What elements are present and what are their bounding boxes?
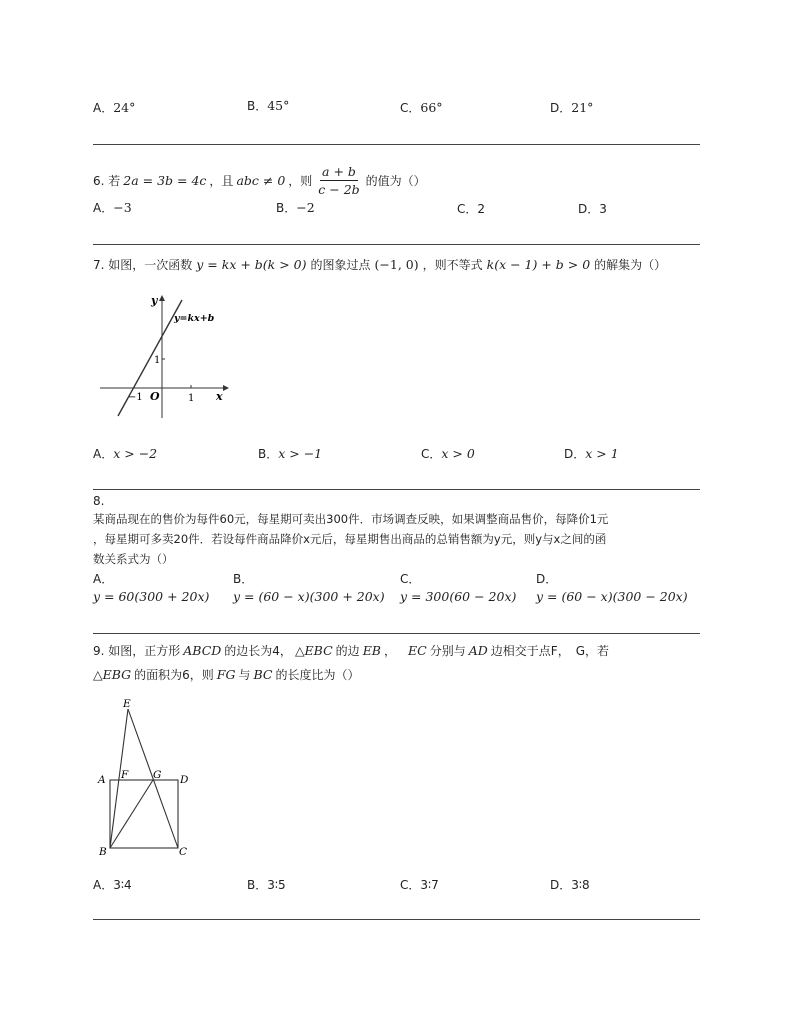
q9-text: 边相交于点F，: [490, 644, 570, 658]
q6-text: ，且: [209, 173, 234, 188]
q9-text: 9. 如图，正方形: [93, 644, 181, 658]
line-label: y=kx+b: [174, 313, 215, 324]
q9-text: G，若: [575, 644, 610, 658]
q9-text: 分别与: [429, 644, 466, 658]
q5-option-b: [247, 97, 289, 114]
q8-number: 8.: [93, 494, 105, 508]
q8-stem-line2: ，每星期可多卖20件．若设每件商品降价x元后，每星期售出商品的总销售额为y元，则y与x之间的函: [93, 532, 607, 546]
q9-stem-line1: [93, 642, 609, 659]
q9-text: 的长度比为（）: [275, 668, 360, 682]
q9-option-b: [247, 876, 286, 893]
q9-text: 的边长为4，: [224, 644, 292, 658]
divider: [93, 489, 700, 490]
option-value: 66°: [420, 100, 443, 115]
square-abcd: [110, 780, 178, 848]
q6-equation: 2a = 3b = 4c: [123, 172, 207, 188]
option-letter: D．: [550, 878, 572, 892]
label-b: B: [99, 846, 107, 858]
option-letter: D．: [550, 101, 572, 115]
fraction-numerator: a + b: [322, 163, 356, 179]
q9-math: ABCD: [183, 643, 222, 658]
option-value: 3∶4: [113, 878, 132, 892]
q7-option-a: [93, 445, 157, 462]
option-value: x > 0: [441, 446, 475, 461]
option-letter: B．: [276, 201, 297, 215]
option-letter: A．: [93, 878, 114, 892]
option-value: y = (60 − x)(300 + 20x): [233, 589, 385, 604]
label-g: G: [153, 769, 162, 781]
q6-option-a: [93, 199, 132, 216]
option-value: 3∶8: [571, 878, 590, 892]
option-letter: B．: [247, 99, 268, 113]
q7-inequality: k(x − 1) + b > 0: [486, 257, 591, 272]
tick-label-neg1: −1: [128, 392, 143, 403]
q7-option-d: [564, 445, 619, 462]
q5-option-d: [550, 99, 593, 116]
y-axis-label: y: [151, 294, 158, 307]
option-value: 21°: [571, 100, 594, 115]
label-c: C: [179, 846, 188, 858]
option-letter: B．: [233, 572, 254, 586]
divider: [93, 244, 700, 245]
q6-stem: [93, 150, 426, 210]
q9-text: 的面积为6，则: [134, 668, 214, 682]
origin-label: O: [150, 390, 160, 403]
q8-option-b: [233, 570, 385, 604]
q8-stem-line1: 某商品现在的售价为每件60元，每星期可卖出300件．市场调查反映，如果调整商品售价，每降价1元: [93, 512, 609, 526]
q7-graph: [98, 290, 233, 420]
option-letter: A．: [93, 201, 114, 215]
q9-text: 的边: [335, 644, 360, 658]
option-value: 24°: [113, 100, 136, 115]
q8-option-c: [400, 570, 516, 604]
q9-math: AD: [468, 643, 488, 658]
label-a: A: [98, 774, 106, 786]
q6-fraction: [316, 164, 361, 197]
q9-math: EC: [408, 643, 427, 658]
q7-stem: [93, 256, 666, 273]
option-letter: D．: [536, 572, 558, 586]
option-value: x > 1: [585, 446, 619, 461]
tick-label-y1: 1: [154, 355, 161, 366]
segment-bg: [110, 780, 153, 848]
q6-suffix: 的值为（）: [365, 173, 426, 188]
option-value: −2: [296, 200, 315, 215]
option-value: −3: [113, 200, 132, 215]
tick-label-x1: 1: [188, 393, 195, 404]
option-value: 3∶5: [267, 878, 286, 892]
option-value: y = 60(300 + 20x): [93, 589, 210, 604]
option-letter: C．: [457, 202, 478, 216]
option-letter: B．: [247, 878, 268, 892]
label-f: F: [121, 769, 129, 781]
divider: [93, 919, 700, 920]
divider: [93, 144, 700, 145]
q9-text: 与: [238, 668, 251, 682]
option-value: y = (60 − x)(300 − 20x): [536, 589, 688, 604]
q9-math: BC: [253, 667, 273, 682]
option-letter: A．: [93, 101, 114, 115]
label-e: E: [123, 698, 131, 710]
q9-math: EB: [362, 643, 381, 658]
q6-option-d: [578, 200, 607, 217]
q6-condition: abc ≠ 0: [236, 172, 286, 188]
q9-option-c: [400, 876, 439, 893]
option-value: 3: [599, 202, 607, 216]
q6-option-c: [457, 200, 485, 217]
q7-text: ，则不等式: [422, 258, 483, 272]
q6-option-b: [276, 199, 315, 216]
option-value: x > −1: [278, 446, 323, 461]
q9-stem-line2: [93, 666, 359, 683]
q8-option-d: [536, 570, 688, 604]
q9-math: △EBC: [294, 643, 333, 658]
q7-option-b: [258, 445, 322, 462]
option-letter: D．: [564, 447, 586, 461]
q6-prefix: 6. 若: [93, 173, 121, 188]
option-value: x > −2: [113, 446, 158, 461]
q9-math: △EBG: [93, 667, 132, 682]
option-value: y = 300(60 − 20x): [400, 589, 517, 604]
q9-math: FG: [216, 667, 236, 682]
q7-function: y = kx + b(k > 0): [196, 257, 307, 272]
option-letter: A．: [93, 447, 114, 461]
option-letter: B．: [258, 447, 279, 461]
q8-option-a: [93, 570, 209, 604]
option-value: 3∶7: [420, 878, 439, 892]
q9-text: ，: [384, 644, 397, 658]
q7-point: (−1, 0): [374, 257, 419, 272]
label-d: D: [180, 774, 189, 786]
q9-figure: [95, 695, 200, 860]
option-value: 45°: [267, 98, 290, 113]
q7-suffix: 的解集为（）: [594, 258, 667, 272]
q5-option-c: [400, 99, 443, 116]
option-letter: C．: [400, 878, 421, 892]
q8-stem-line3: 数关系式为（）: [93, 552, 174, 566]
q9-option-d: [550, 876, 590, 893]
q5-option-a: [93, 99, 135, 116]
option-letter: C．: [400, 572, 421, 586]
q7-text: 的图象过点: [310, 258, 371, 272]
divider: [93, 633, 700, 634]
fraction-denominator: c − 2b: [318, 181, 360, 197]
option-letter: A．: [93, 572, 114, 586]
q6-text: ，则: [288, 173, 313, 188]
x-axis-label: x: [216, 390, 223, 403]
q7-option-c: [421, 445, 475, 462]
option-letter: C．: [400, 101, 421, 115]
q7-prefix: 7. 如图，一次函数: [93, 258, 193, 272]
q9-option-a: [93, 876, 132, 893]
option-value: 2: [477, 202, 486, 216]
option-letter: D．: [578, 202, 600, 216]
option-letter: C．: [421, 447, 442, 461]
